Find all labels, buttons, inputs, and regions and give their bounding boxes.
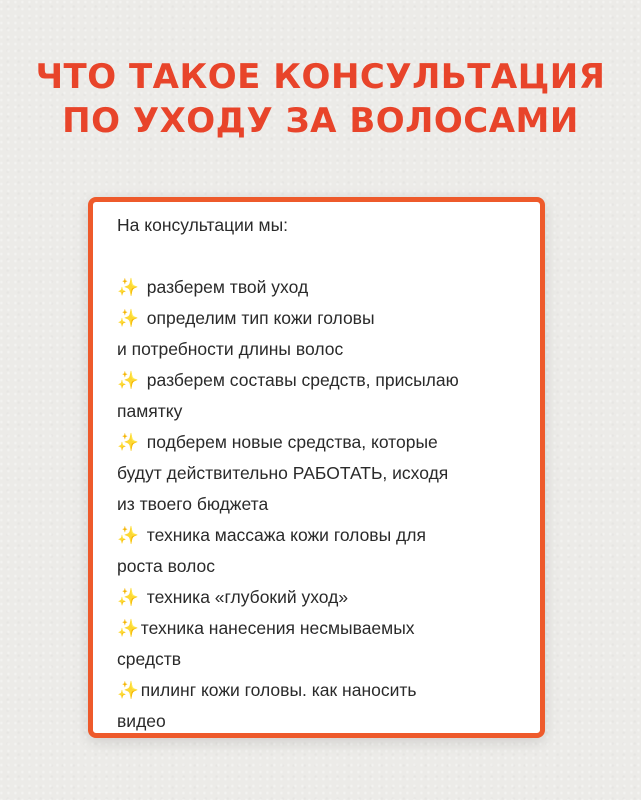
list-item-continuation: из твоего бюджета	[117, 494, 269, 514]
sparkle-icon: ✨	[117, 308, 139, 328]
list-item-text: подберем новые средства, которые	[146, 432, 438, 452]
list-item-continuation: видео	[117, 711, 166, 731]
list-item-continuation: и потребности длины волос	[117, 339, 344, 359]
page-title	[0, 55, 641, 143]
list-item-continuation: средств	[117, 649, 182, 669]
sparkle-icon: ✨	[117, 680, 139, 700]
list-item	[117, 613, 530, 644]
list-item	[117, 365, 530, 396]
sparkle-icon: ✨	[117, 432, 139, 452]
sparkle-icon: ✨	[117, 587, 139, 607]
title-line-1: ЧТО ТАКОЕ КОНСУЛЬТАЦИЯ	[35, 57, 606, 97]
title-line-2: ПО УХОДУ ЗА ВОЛОСАМИ	[62, 101, 579, 141]
list-item-text: пилинг кожи головы. как наносить	[140, 680, 417, 700]
consultation-card	[88, 197, 545, 738]
card-content	[117, 210, 530, 737]
list-item-text: техника «глубокий уход»	[146, 587, 349, 607]
list-item	[117, 520, 530, 551]
list-item	[117, 582, 530, 613]
list-item-text: разберем твой уход	[146, 277, 309, 297]
list-item-text: определим тип кожи головы	[146, 308, 375, 328]
list-item-continuation: роста волос	[117, 556, 215, 576]
sparkle-icon: ✨	[117, 370, 139, 390]
list-item	[117, 427, 530, 458]
list-item	[117, 303, 530, 334]
list-item-text: техника нанесения несмываемых	[140, 618, 415, 638]
list-item-text: техника массажа кожи головы для	[146, 525, 426, 545]
sparkle-icon: ✨	[117, 618, 139, 638]
list-item-text: разберем составы средств, присылаю	[146, 370, 459, 390]
list-item-continuation: памятку	[117, 401, 183, 421]
card-intro: На консультации мы:	[117, 215, 289, 235]
list-item-continuation: будут действительно РАБОТАТЬ, исходя	[117, 463, 449, 483]
blank-line	[117, 241, 530, 272]
list-item	[117, 675, 530, 706]
sparkle-icon: ✨	[117, 277, 139, 297]
list-item	[117, 272, 530, 303]
sparkle-icon: ✨	[117, 525, 139, 545]
